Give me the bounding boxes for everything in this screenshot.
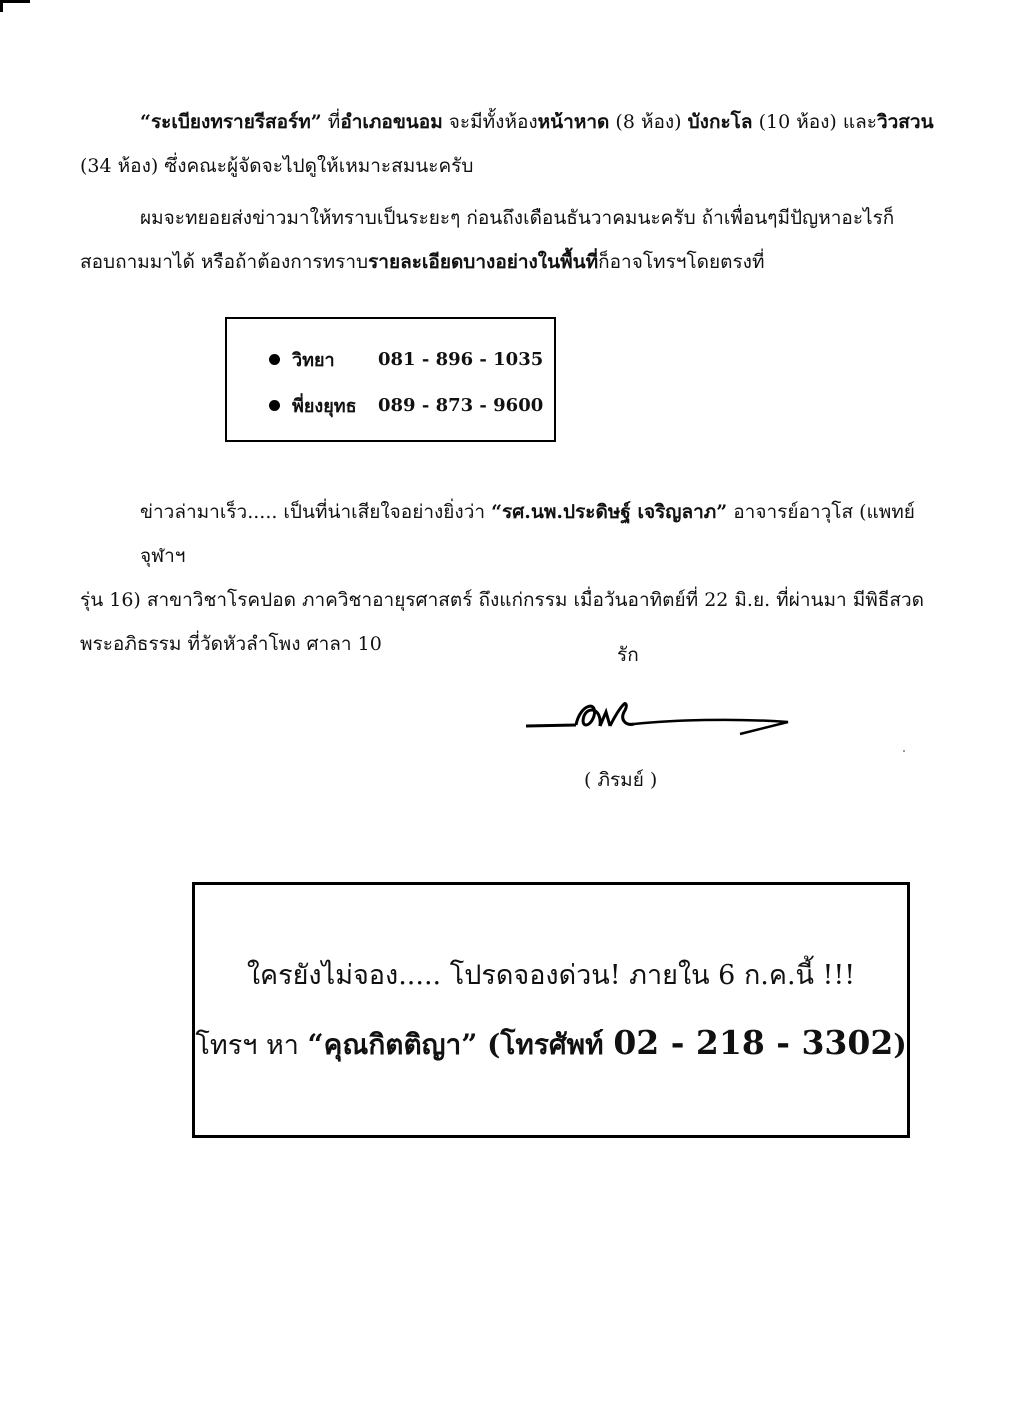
- closing-word: รัก: [617, 644, 639, 666]
- bullet-icon: [269, 400, 280, 411]
- text-segment: (โทรศัพท์: [477, 1028, 614, 1061]
- signature-image: [522, 690, 802, 750]
- contact-row: [269, 345, 543, 374]
- paragraph-updates-line2: [80, 240, 940, 284]
- contact-phone: 089 - 873 - 9600: [378, 395, 544, 416]
- text-segment: ที่: [321, 111, 341, 133]
- details-emphasis: รายละเอียดบางอย่างในพื้นที่: [368, 251, 599, 273]
- contact-person: “คุณกิตติญา”: [307, 1028, 478, 1061]
- bullet-icon: [269, 354, 280, 365]
- text-segment: อาจารย์อาวุโส (แพทย์จุฬาฯ: [140, 501, 915, 567]
- paragraph-resort-line2: (34 ห้อง) ซึ่งคณะผู้จัดจะไปดูให้เหมาะสมนะครับ: [80, 155, 474, 177]
- paragraph-resort-line1: [80, 100, 940, 144]
- contact-box: [225, 317, 556, 442]
- booking-contact-line: [195, 1023, 907, 1067]
- corner-mark-vertical: [0, 0, 3, 12]
- text-segment: (8 ห้อง): [609, 111, 688, 133]
- text-segment: โทรฯ หา: [195, 1030, 308, 1061]
- text-segment: ก็อาจโทรฯโดยตรงที่: [598, 251, 765, 273]
- paragraph-news-line2: รุ่น 16) สาขาวิชาโรคปอด ภาควิชาอายุรศาสตร์ ถึงแก่กรรม เมื่อวันอาทิตย์ที่ 22 มิ.ย. ที่ผ่านมา มีพิธีสวด: [80, 589, 924, 611]
- paragraph-resort: [80, 100, 940, 188]
- text-segment: จะมีทั้งห้อง: [442, 111, 538, 133]
- resort-name: ระเบียงทรายรีสอร์ท: [150, 111, 311, 133]
- contact-name: วิทยา: [292, 350, 335, 371]
- booking-deadline: ใครยังไม่จอง..... โปรดจองด่วน! ภายใน 6 ก.ค.นี้ !!!: [246, 960, 856, 991]
- resort-quote-close: ”: [310, 111, 322, 133]
- text-segment: ): [893, 1028, 907, 1061]
- contact-row: [269, 391, 543, 420]
- text-segment: (10 ห้อง) และ: [752, 111, 877, 133]
- resort-quote-open: “: [140, 111, 151, 133]
- room-type-garden-view: วิวสวน: [876, 111, 934, 133]
- paragraph-news: [80, 490, 940, 666]
- contact-phone: 081 - 896 - 1035: [378, 349, 544, 370]
- paragraph-updates-line1: ผมจะทยอยส่งข่าวมาให้ทราบเป็นระยะๆ ก่อนถึงเดือนธันวาคมนะครับ ถ้าเพื่อนๆมีปัญหาอะไรก็: [140, 207, 895, 229]
- paragraph-news-line3: พระอภิธรรม ที่วัดหัวลำโพง ศาลา 10: [80, 633, 382, 655]
- district-name: อำเภอขนอม: [340, 111, 443, 133]
- contact-name: พี่ยงยุทธ: [292, 396, 357, 417]
- booking-notice-box: [192, 882, 910, 1138]
- scan-speck: [903, 750, 905, 752]
- professor-name: “รศ.นพ.ประดิษฐ์ เจริญลาภ”: [491, 501, 728, 523]
- text-segment: สอบถามมาได้ หรือถ้าต้องการทราบ: [80, 251, 369, 273]
- room-type-beachfront: หน้าหาด: [537, 111, 610, 133]
- corner-mark: [0, 0, 30, 3]
- signer-name: ( ภิรมย์ ): [584, 769, 658, 791]
- booking-phone: 02 - 218 - 3302: [613, 1023, 894, 1062]
- paragraph-news-line1: [80, 490, 940, 578]
- paragraph-updates: [80, 196, 940, 284]
- text-segment: ข่าวล่ามาเร็ว..... เป็นที่น่าเสียใจอย่างยิ่งว่า: [140, 501, 492, 523]
- room-type-bungalow: บังกะโล: [687, 111, 753, 133]
